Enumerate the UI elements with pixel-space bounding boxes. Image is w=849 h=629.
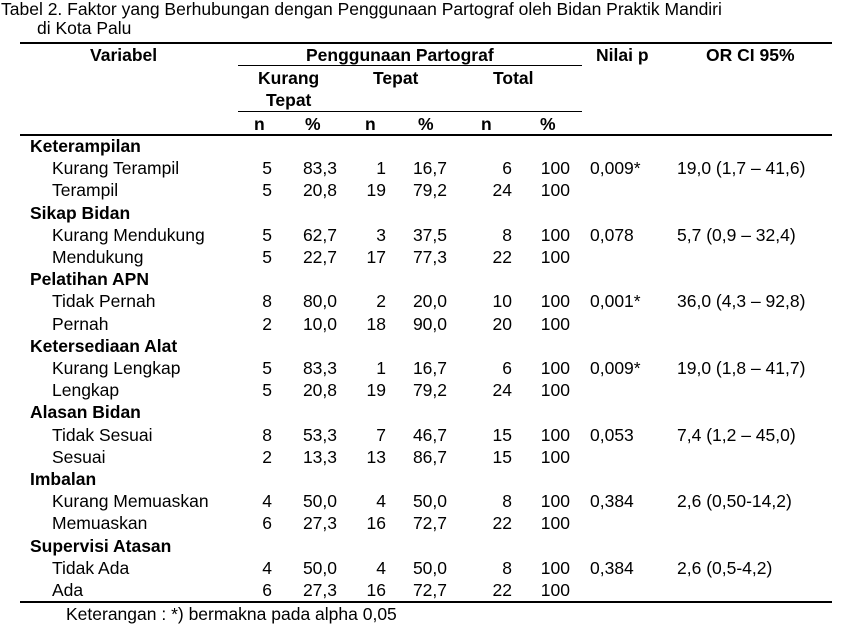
row-label: Kurang Memuaskan [52,491,209,512]
cell-p2: 16,7 [412,158,447,179]
cell-n3: 22 [492,247,512,267]
penggunaan-rule [238,65,582,66]
header-n-total: n [481,114,492,134]
cell-n2: 13 [366,446,386,467]
header-penggunaan-partograf: Penggunaan Partograf [306,45,494,65]
row-label: Sesuai [52,446,106,467]
cell-n1: 2 [262,313,272,334]
row-label: Kurang Lengkap [52,358,181,378]
cell-p1: 83,3 [302,358,337,378]
group-title: Imbalan [30,469,97,489]
cell-p1: 50,0 [302,557,337,578]
cell-p1: 53,3 [302,424,337,445]
cell-p3: 100 [540,291,570,312]
cell-n1: 6 [262,513,272,534]
cell-n3: 22 [492,513,512,534]
subgroup-rule [238,111,582,112]
caption-line-1: Tabel 2. Faktor yang Berhubungan dengan Penggunaan Partograf oleh Bidan Praktik Mandiri [1,0,722,19]
cell-p3: 100 [540,224,570,245]
or-ci: 5,7 (0,9 – 32,4) [677,224,796,245]
cell-p3: 100 [540,180,570,201]
cell-p2: 50,0 [412,557,447,578]
cell-n3: 24 [492,380,512,401]
row-label: Kurang Mendukung [52,224,205,245]
cell-n2: 3 [376,224,386,245]
cell-n3: 15 [492,424,512,445]
cell-p2: 37,5 [412,224,447,245]
cell-p2: 46,7 [412,424,447,445]
footnote: Keterangan : *) bermakna pada alpha 0,05 [66,604,397,624]
cell-p1: 27,3 [302,513,337,534]
cell-n1: 2 [262,446,272,467]
or-ci: 2,6 (0,5-4,2) [677,557,773,578]
caption-line-2: di Kota Palu [37,18,132,38]
cell-n3: 6 [502,158,512,179]
cell-n3: 8 [502,224,512,245]
cell-p3: 100 [540,380,570,401]
cell-n1: 5 [262,224,272,245]
header-n-kurang: n [254,114,265,134]
cell-p2: 77,3 [412,247,447,267]
row-label: Kurang Terampil [52,158,180,179]
row-label: Tidak Ada [52,557,130,578]
p-value: 0,384 [590,557,634,578]
row-label: Mendukung [52,247,144,267]
cell-n3: 20 [492,313,512,334]
cell-p1: 10,0 [302,313,337,334]
cell-p3: 100 [540,580,570,600]
p-value: 0,009* [590,158,641,179]
row-label: Memuaskan [52,513,148,534]
header-n-tepat: n [365,114,376,134]
header-pct-kurang: % [305,114,321,134]
cell-p3: 100 [540,557,570,578]
group-title: Supervisi Atasan [30,535,172,556]
cell-n2: 4 [376,557,386,578]
cell-p1: 27,3 [302,580,337,600]
cell-n2: 19 [366,180,386,201]
cell-p1: 22,7 [302,247,337,267]
cell-n1: 5 [262,358,272,378]
cell-p1: 80,0 [302,291,337,312]
cell-n1: 8 [262,424,272,445]
cell-n3: 6 [502,358,512,378]
table-caption [1,0,722,38]
p-value: 0,078 [590,224,634,245]
cell-n3: 8 [502,491,512,512]
p-value: 0,384 [590,491,634,512]
row-label: Terampil [52,180,119,201]
cell-n3: 24 [492,180,512,201]
group-title: Alasan Bidan [30,402,141,423]
cell-p2: 79,2 [412,180,447,201]
cell-n1: 4 [262,557,272,578]
header-variabel: Variabel [90,45,158,65]
header-nilai-p: Nilai p [596,45,649,65]
or-ci: 7,4 (1,2 – 45,0) [677,424,796,445]
row-label: Pernah [52,313,109,334]
row-label: Ada [52,580,84,600]
cell-n2: 17 [366,247,386,267]
cell-n2: 7 [376,424,386,445]
cell-n2: 16 [366,580,386,600]
cell-p3: 100 [540,491,570,512]
or-ci: 2,6 (0,50-14,2) [677,491,792,512]
header-pct-tepat: % [418,114,434,134]
cell-n2: 16 [366,513,386,534]
header-kurang-tepat-2: Tepat [266,90,312,110]
cell-p3: 100 [540,513,570,534]
header-tepat: Tepat [373,68,419,88]
cell-p1: 62,7 [302,224,337,245]
cell-n2: 1 [376,358,386,378]
cell-p2: 90,0 [412,313,447,334]
cell-n3: 10 [492,291,512,312]
cell-p3: 100 [540,424,570,445]
cell-p1: 13,3 [302,446,337,467]
cell-p2: 79,2 [412,380,447,401]
cell-n2: 19 [366,380,386,401]
header-total: Total [493,68,534,88]
header-or-ci: OR CI 95% [706,45,795,65]
cell-n2: 18 [366,313,386,334]
cell-p1: 20,8 [302,380,337,401]
cell-p2: 86,7 [412,446,447,467]
cell-n1: 6 [262,580,272,600]
row-label: Tidak Pernah [52,291,156,312]
cell-n1: 5 [262,380,272,401]
cell-p2: 20,0 [412,291,447,312]
cell-n1: 8 [262,291,272,312]
cell-n1: 5 [262,247,272,267]
cell-p2: 72,7 [412,580,447,600]
cell-p3: 100 [540,158,570,179]
cell-n3: 15 [492,446,512,467]
group-title: Ketersediaan Alat [30,335,178,356]
group-title: Sikap Bidan [30,202,131,223]
group-title: Keterampilan [30,136,141,156]
p-value: 0,001* [590,291,641,312]
or-ci: 36,0 (4,3 – 92,8) [677,291,806,312]
cell-n1: 4 [262,491,272,512]
p-value: 0,053 [590,424,634,445]
or-ci: 19,0 (1,8 – 41,7) [677,358,806,378]
row-label: Lengkap [52,380,120,401]
cell-p1: 50,0 [302,491,337,512]
cell-p2: 50,0 [412,491,447,512]
cell-n2: 1 [376,158,386,179]
row-label: Tidak Sesuai [52,424,153,445]
cell-n3: 8 [502,557,512,578]
cell-p3: 100 [540,313,570,334]
cell-p1: 20,8 [302,180,337,201]
cell-n2: 4 [376,491,386,512]
cell-n1: 5 [262,180,272,201]
header-kurang-tepat-1: Kurang [258,68,320,88]
cell-p1: 83,3 [302,158,337,179]
cell-n2: 2 [376,291,386,312]
cell-n1: 5 [262,158,272,179]
cell-p3: 100 [540,446,570,467]
cell-p3: 100 [540,358,570,378]
cell-p2: 72,7 [412,513,447,534]
header-bottom-rule [20,134,832,136]
cell-p2: 16,7 [412,358,447,378]
header-pct-total: % [540,114,556,134]
cell-n3: 22 [492,580,512,600]
group-title: Pelatihan APN [30,269,149,290]
or-ci: 19,0 (1,7 – 41,6) [677,158,806,179]
cell-p3: 100 [540,247,570,267]
p-value: 0,009* [590,358,641,378]
